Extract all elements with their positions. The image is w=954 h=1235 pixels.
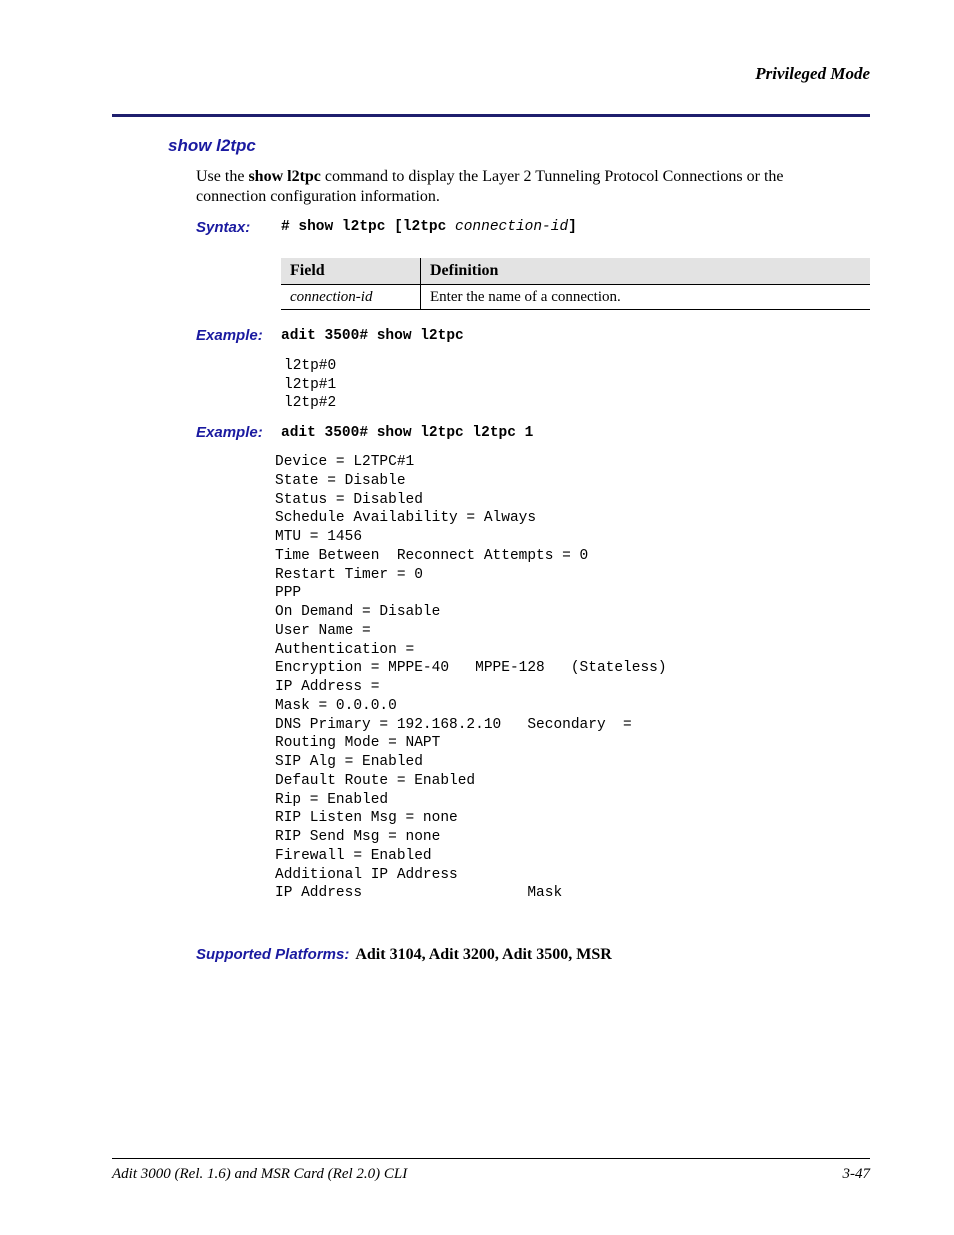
running-header: Privileged Mode <box>755 64 870 83</box>
output-line: Restart Timer = 0 <box>275 566 423 583</box>
example-command: adit 3500# show l2tpc l2tpc 1 <box>281 425 534 441</box>
output-line: IP Address = <box>275 679 380 695</box>
output-line: Authentication = <box>275 641 415 658</box>
output-line: Firewall = Enabled <box>275 847 432 864</box>
supported-platforms <box>196 946 612 964</box>
footer-document-title: Adit 3000 (Rel. 1.6) and MSR Card (Rel 2.0) CLI <box>112 1166 408 1182</box>
output-line: l2tp#0 <box>284 358 337 374</box>
syntax-command-text: # show l2tpc [l2tpc <box>281 219 456 235</box>
output-line: Mask = 0.0.0.0 <box>275 697 397 714</box>
example-command: adit 3500# show l2tpc <box>281 328 464 344</box>
output-line: State = Disable <box>275 472 406 489</box>
column-header-definition: Definition <box>421 258 871 285</box>
output-line: l2tp#1 <box>284 376 337 393</box>
syntax-command <box>281 219 577 235</box>
field-cell: connection-id <box>281 285 421 310</box>
definition-cell: Enter the name of a connection. <box>421 285 871 310</box>
output-line: Time Between Reconnect Attempts = 0 <box>275 547 589 564</box>
intro-paragraph <box>196 167 856 207</box>
intro-command: show l2tpc <box>248 168 321 185</box>
output-line: RIP Send Msg = none <box>275 829 441 845</box>
platforms-value: Adit 3104, Adit 3200, Adit 3500, MSR <box>355 946 612 963</box>
output-line: Device = L2TPC#1 <box>275 454 415 470</box>
table-header-row <box>281 258 870 285</box>
output-line: Status = Disabled <box>275 491 423 508</box>
output-line: Default Route = Enabled <box>275 772 476 789</box>
output-line: IP Address Mask <box>275 885 563 902</box>
column-header-field: Field <box>281 258 421 285</box>
output-line: Schedule Availability = Always <box>275 510 537 527</box>
output-line: PPP <box>275 585 302 602</box>
example-output <box>275 453 667 903</box>
fields-table <box>281 258 870 310</box>
output-line: Encryption = MPPE-40 MPPE-128 (Stateless) <box>275 660 667 677</box>
page-number: 3-47 <box>842 1166 870 1182</box>
syntax-label: Syntax: <box>196 219 251 236</box>
output-line: MTU = 1456 <box>275 529 363 545</box>
example-output <box>284 357 336 413</box>
output-line: User Name = <box>275 622 371 639</box>
intro-prefix: Use the <box>196 168 249 185</box>
output-line: Additional IP Address <box>275 866 458 883</box>
output-line: SIP Alg = Enabled <box>275 754 423 770</box>
section-title: show l2tpc <box>168 136 256 155</box>
header-rule <box>112 114 870 117</box>
output-line: l2tp#2 <box>284 395 337 412</box>
intro-suffix: command to display the Layer 2 Tunneling Protocol Connections or the connection configuration information. <box>196 168 784 205</box>
output-line: RIP Listen Msg = none <box>275 810 458 827</box>
syntax-argument: connection-id <box>455 219 569 235</box>
syntax-close: ] <box>568 219 577 235</box>
footer-rule <box>112 1158 870 1159</box>
output-line: On Demand = Disable <box>275 604 441 620</box>
platforms-label: Supported Platforms: <box>196 946 350 963</box>
example-label: Example: <box>196 424 263 441</box>
table-row <box>281 285 870 310</box>
output-line: DNS Primary = 192.168.2.10 Secondary = <box>275 716 632 733</box>
example-label: Example: <box>196 327 263 344</box>
output-line: Routing Mode = NAPT <box>275 735 441 752</box>
output-line: Rip = Enabled <box>275 791 389 808</box>
